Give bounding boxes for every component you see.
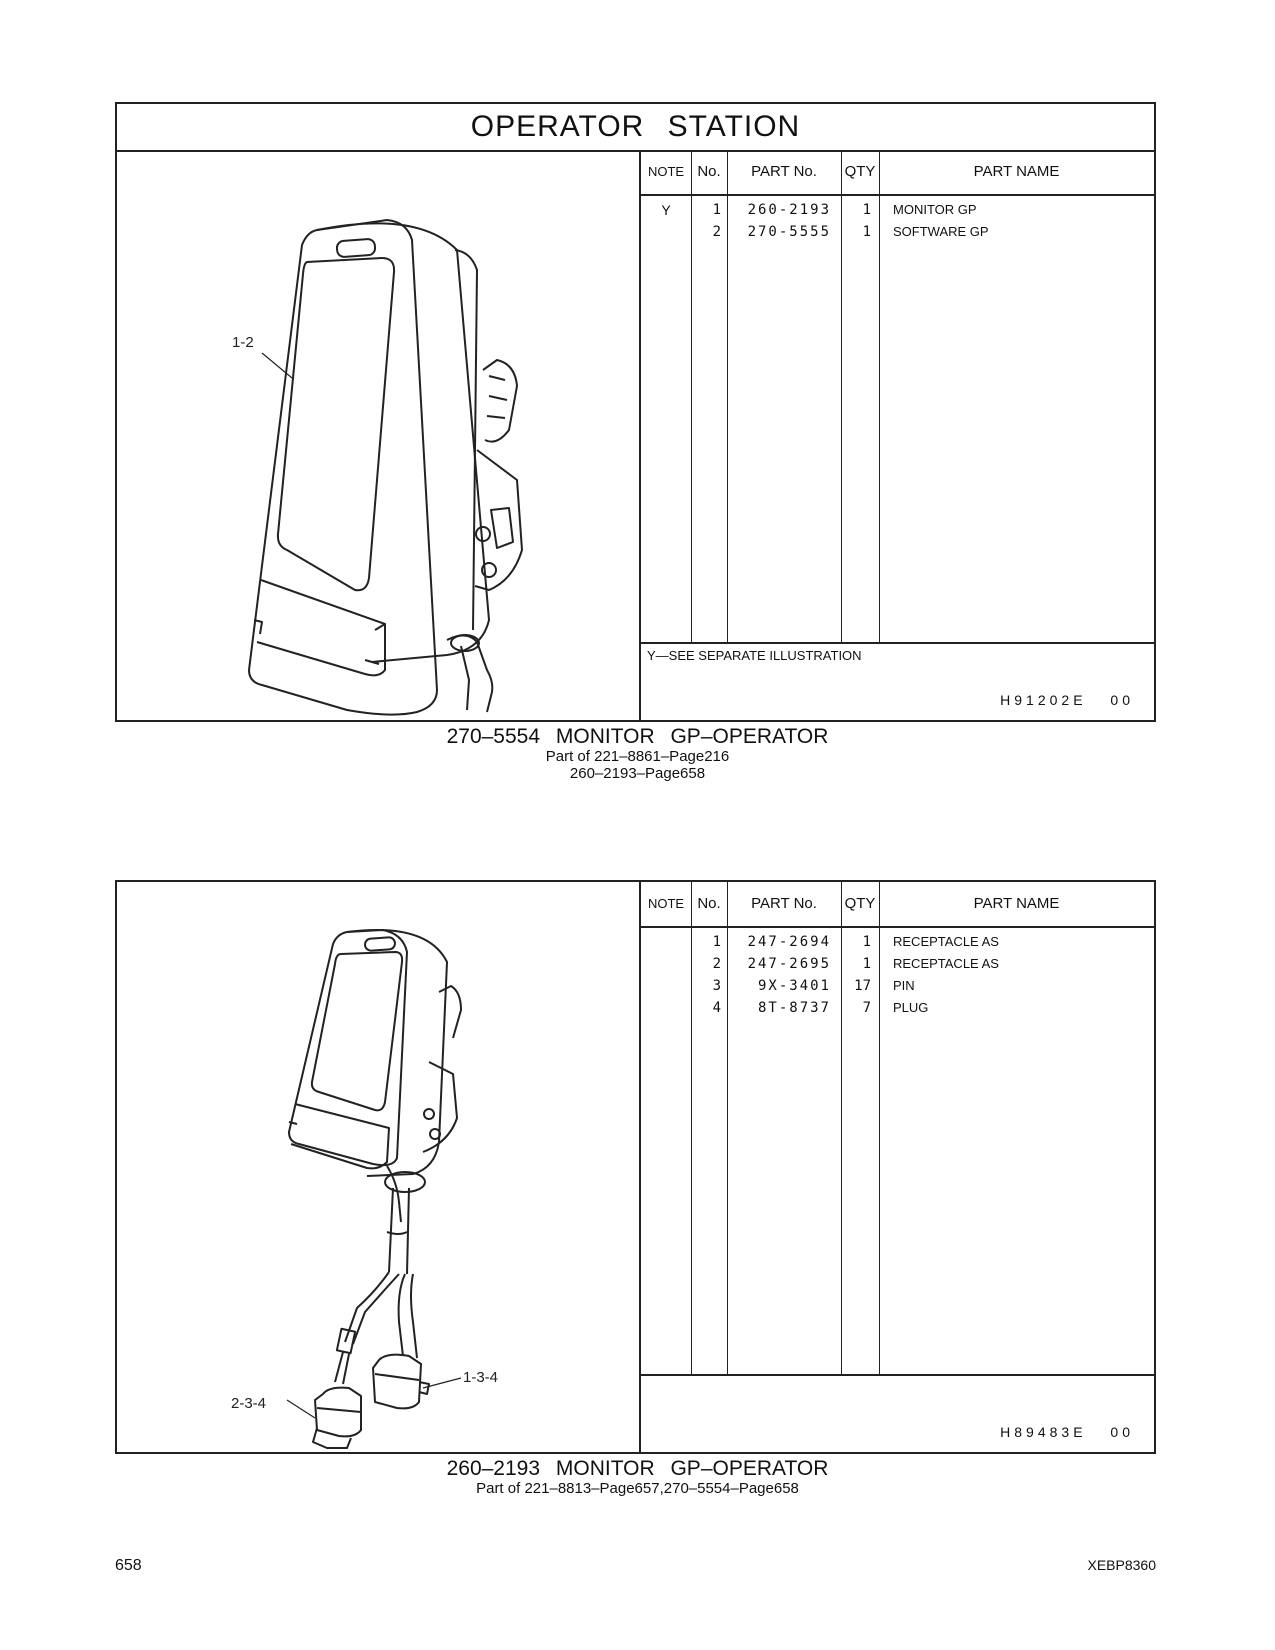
caption-title: 260–2193 MONITOR GP–OPERATOR (446, 1457, 829, 1480)
cell-qty: 17 (854, 978, 871, 994)
document-id: XEBP8360 (1087, 1557, 1156, 1573)
col-no: No. (697, 163, 721, 180)
table-row (641, 224, 1154, 246)
cell-qty: 1 (862, 934, 871, 950)
cell-part-no: 260-2193 (747, 202, 831, 218)
caption-group2 (0, 1458, 1275, 1497)
col-no: No. (697, 895, 721, 912)
cell-qty: 7 (862, 1000, 871, 1016)
table-row (641, 956, 1154, 978)
cell-no: 2 (712, 224, 721, 240)
cell-part-no: 270-5555 (747, 224, 831, 240)
cell-part-name: RECEPTACLE AS (893, 934, 999, 949)
monitor-harness-drawing (117, 882, 637, 1452)
caption-line: 260–2193–Page658 (569, 765, 706, 782)
cell-part-no: 247-2694 (747, 934, 831, 950)
cell-no: 1 (712, 202, 721, 218)
cell-part-no: 8T-8737 (757, 1000, 831, 1016)
cell-no: 4 (712, 1000, 721, 1016)
parts-panel-operator-station (115, 102, 1156, 722)
cell-qty: 1 (862, 224, 871, 240)
monitor-drawing (117, 150, 637, 720)
cell-part-no: 247-2695 (747, 956, 831, 972)
col-note: NOTE (647, 164, 685, 179)
caption-line: Part of 221–8861–Page216 (545, 748, 730, 765)
col-part-no: PART No. (751, 895, 817, 912)
illustration-monitor (117, 150, 639, 720)
illustration-code: H91202E 00 (1000, 692, 1134, 708)
section-title: OPERATOR STATION (117, 104, 1154, 152)
table-row (641, 1000, 1154, 1022)
cell-part-name: PIN (893, 978, 915, 993)
caption-group1 (0, 726, 1275, 782)
table-header (641, 882, 1154, 928)
callout-label: 2-3-4 (231, 1395, 267, 1412)
cell-qty: 1 (862, 956, 871, 972)
col-qty: QTY (844, 163, 876, 180)
cell-part-name: PLUG (893, 1000, 929, 1015)
col-qty: QTY (844, 895, 876, 912)
table-row (641, 978, 1154, 1000)
callout-label: 1-2 (232, 334, 254, 351)
footnote: Y—SEE SEPARATE ILLUSTRATION (647, 648, 862, 663)
parts-table (639, 150, 1154, 720)
table-row (641, 202, 1154, 224)
table-footer (641, 642, 1154, 720)
callout-label: 1-3-4 (463, 1369, 499, 1386)
cell-no: 2 (712, 956, 721, 972)
table-header (641, 150, 1154, 196)
illustration-monitor-harness (117, 882, 639, 1452)
page-number: 658 (115, 1557, 142, 1574)
table-footer (641, 1374, 1154, 1452)
cell-part-name: MONITOR GP (893, 202, 977, 217)
col-note: NOTE (647, 896, 685, 911)
parts-panel-monitor-gp (115, 880, 1156, 1454)
illustration-code: H89483E 00 (1000, 1424, 1134, 1440)
col-part-name: PART NAME (973, 895, 1060, 912)
cell-no: 3 (712, 978, 721, 994)
caption-line: Part of 221–8813–Page657,270–5554–Page658 (476, 1480, 799, 1497)
table-row (641, 934, 1154, 956)
col-part-no: PART No. (751, 163, 817, 180)
caption-title: 270–5554 MONITOR GP–OPERATOR (446, 725, 829, 748)
cell-qty: 1 (862, 202, 871, 218)
cell-part-name: RECEPTACLE AS (893, 956, 999, 971)
cell-part-no: 9X-3401 (757, 978, 831, 994)
cell-note: Y (661, 202, 671, 218)
parts-table (639, 882, 1154, 1452)
cell-part-name: SOFTWARE GP (893, 224, 989, 239)
col-part-name: PART NAME (973, 163, 1060, 180)
cell-no: 1 (712, 934, 721, 950)
